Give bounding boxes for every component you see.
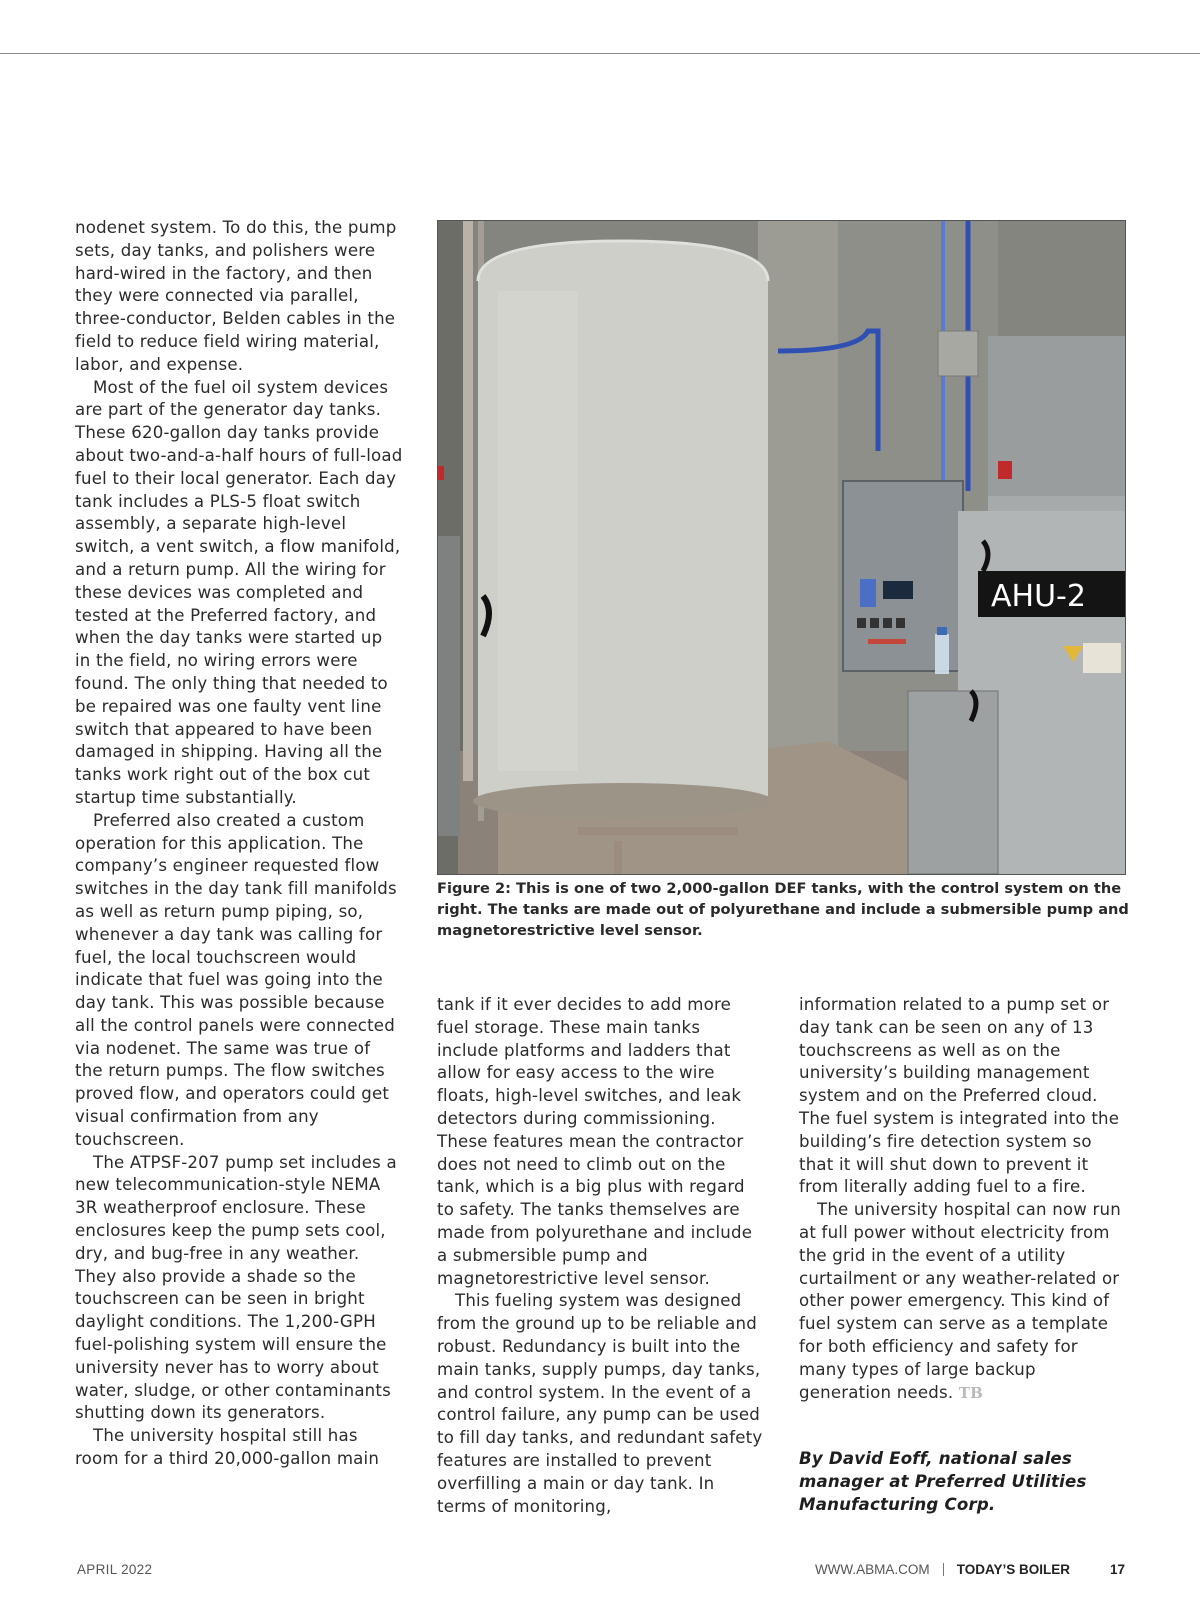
footer-info <box>815 1562 1125 1577</box>
header-rule <box>0 53 1200 54</box>
author-byline: By David Eoff, national sales manager at Preferred Utilities Manufacturing Corp. <box>799 1449 1087 1514</box>
ahu-sign-text: AHU-2 <box>991 579 1086 614</box>
figure-photo-def-tank <box>437 220 1126 875</box>
paragraph: nodenet system. To do this, the pump sets, day tanks, and polishers were hard-wired in the factory, and then they were connected via parallel, three-conductor, Belden cables in the field to reduce field wiring material, labor, and expense. <box>75 218 397 374</box>
paragraph: tank if it ever decides to add more fuel storage. These main tanks include platforms and ladders that allow for easy access to the wire floats, high-level switches, and leak detectors during commissioning. These features mean the contractor does not need to climb out on the tank, which is a big plus with regard to safety. The tanks themselves are made from polyurethane and include a submersible pump and magnetorestrictive level sensor. <box>437 995 753 1288</box>
magazine-name: TODAY’S BOILER <box>956 1562 1070 1577</box>
paragraph <box>799 1199 1129 1404</box>
article-column-3 <box>799 994 1129 1517</box>
end-mark: TB <box>958 1383 984 1402</box>
paragraph: Most of the fuel oil system devices are part of the generator day tanks. These 620-gallon day tanks provide about two-and-a-half hours of full-load fuel to their local generator. Each day tank includes a PLS-5 float switch assembly, a separate high-level switch, a vent switch, a flow manifold, and a return pump. All the wiring for these devices was completed and tested at the Preferred factory, and when the day tanks were started up in the field, no wiring errors were found. The only thing that needed to be repaired was one faulty vent line switch that appeared to have been damaged in shipping. Having all the tanks work right out of the box cut startup time substantially. <box>75 377 403 807</box>
website-link[interactable]: WWW.ABMA.COM <box>814 1562 930 1577</box>
paragraph: This fueling system was designed from the ground up to be reliable and robust. Redundancy is built into the main tanks, supply pumps, day tanks, and control system. In the event of a control failure, any pump can be used to fill day tanks, and redundant safety features are installed to prevent overfilling a main or day tank. In terms of monitoring, <box>437 1291 763 1516</box>
paragraph: Preferred also created a custom operation for this application. The company’s engineer requested flow switches in the day tank fill manifolds as well as return pump piping, so, whenever a day tank was calling for fuel, the local touchscreen would indicate that fuel was going into the day tank. This was possible because all the control panels were connected via nodenet. The same was true of the return pumps. The flow switches proved flow, and operators could get visual confirmation from any touchscreen. <box>75 810 397 1149</box>
paragraph: The ATPSF-207 pump set includes a new telecommunication-style NEMA 3R weatherproof enclosure. These enclosures keep the pump sets cool, dry, and bug-free in any weather. They also provide a shade so the touchscreen can be seen in bright daylight conditions. The 1,200-GPH fuel-polishing system will ensure the university never has to worry about water, sludge, or other contaminants shutting down its generators. <box>75 1152 397 1423</box>
page-number: 17 <box>1109 1562 1125 1577</box>
footer-divider <box>943 1563 944 1576</box>
paragraph: The university hospital still has room for a third 20,000-gallon main <box>75 1426 380 1469</box>
paragraph-text: The university hospital can now run at full power without electricity from the grid in the event of a utility curtailment or any weather-related or other power emergency. This kind of fuel system can serve as a template for both efficiency and safety for many types of large backup generation needs. <box>799 1200 1121 1402</box>
issue-date: APRIL 2022 <box>77 1562 153 1577</box>
article-column-1 <box>75 217 403 1471</box>
paragraph: information related to a pump set or day tank can be seen on any of 13 touchscreens as well as on the university’s building management system and on the Preferred cloud. The fuel system is integrated into the building’s fire detection system so that it will shut down to prevent it from literally adding fuel to a fire. <box>799 995 1120 1197</box>
article-column-2 <box>437 994 767 1518</box>
figure-caption: Figure 2: This is one of two 2,000-gallon DEF tanks, with the control system on the right. The tanks are made out of polyurethane and include a submersible pump and magnetorestrictive level sensor. <box>437 880 1129 939</box>
